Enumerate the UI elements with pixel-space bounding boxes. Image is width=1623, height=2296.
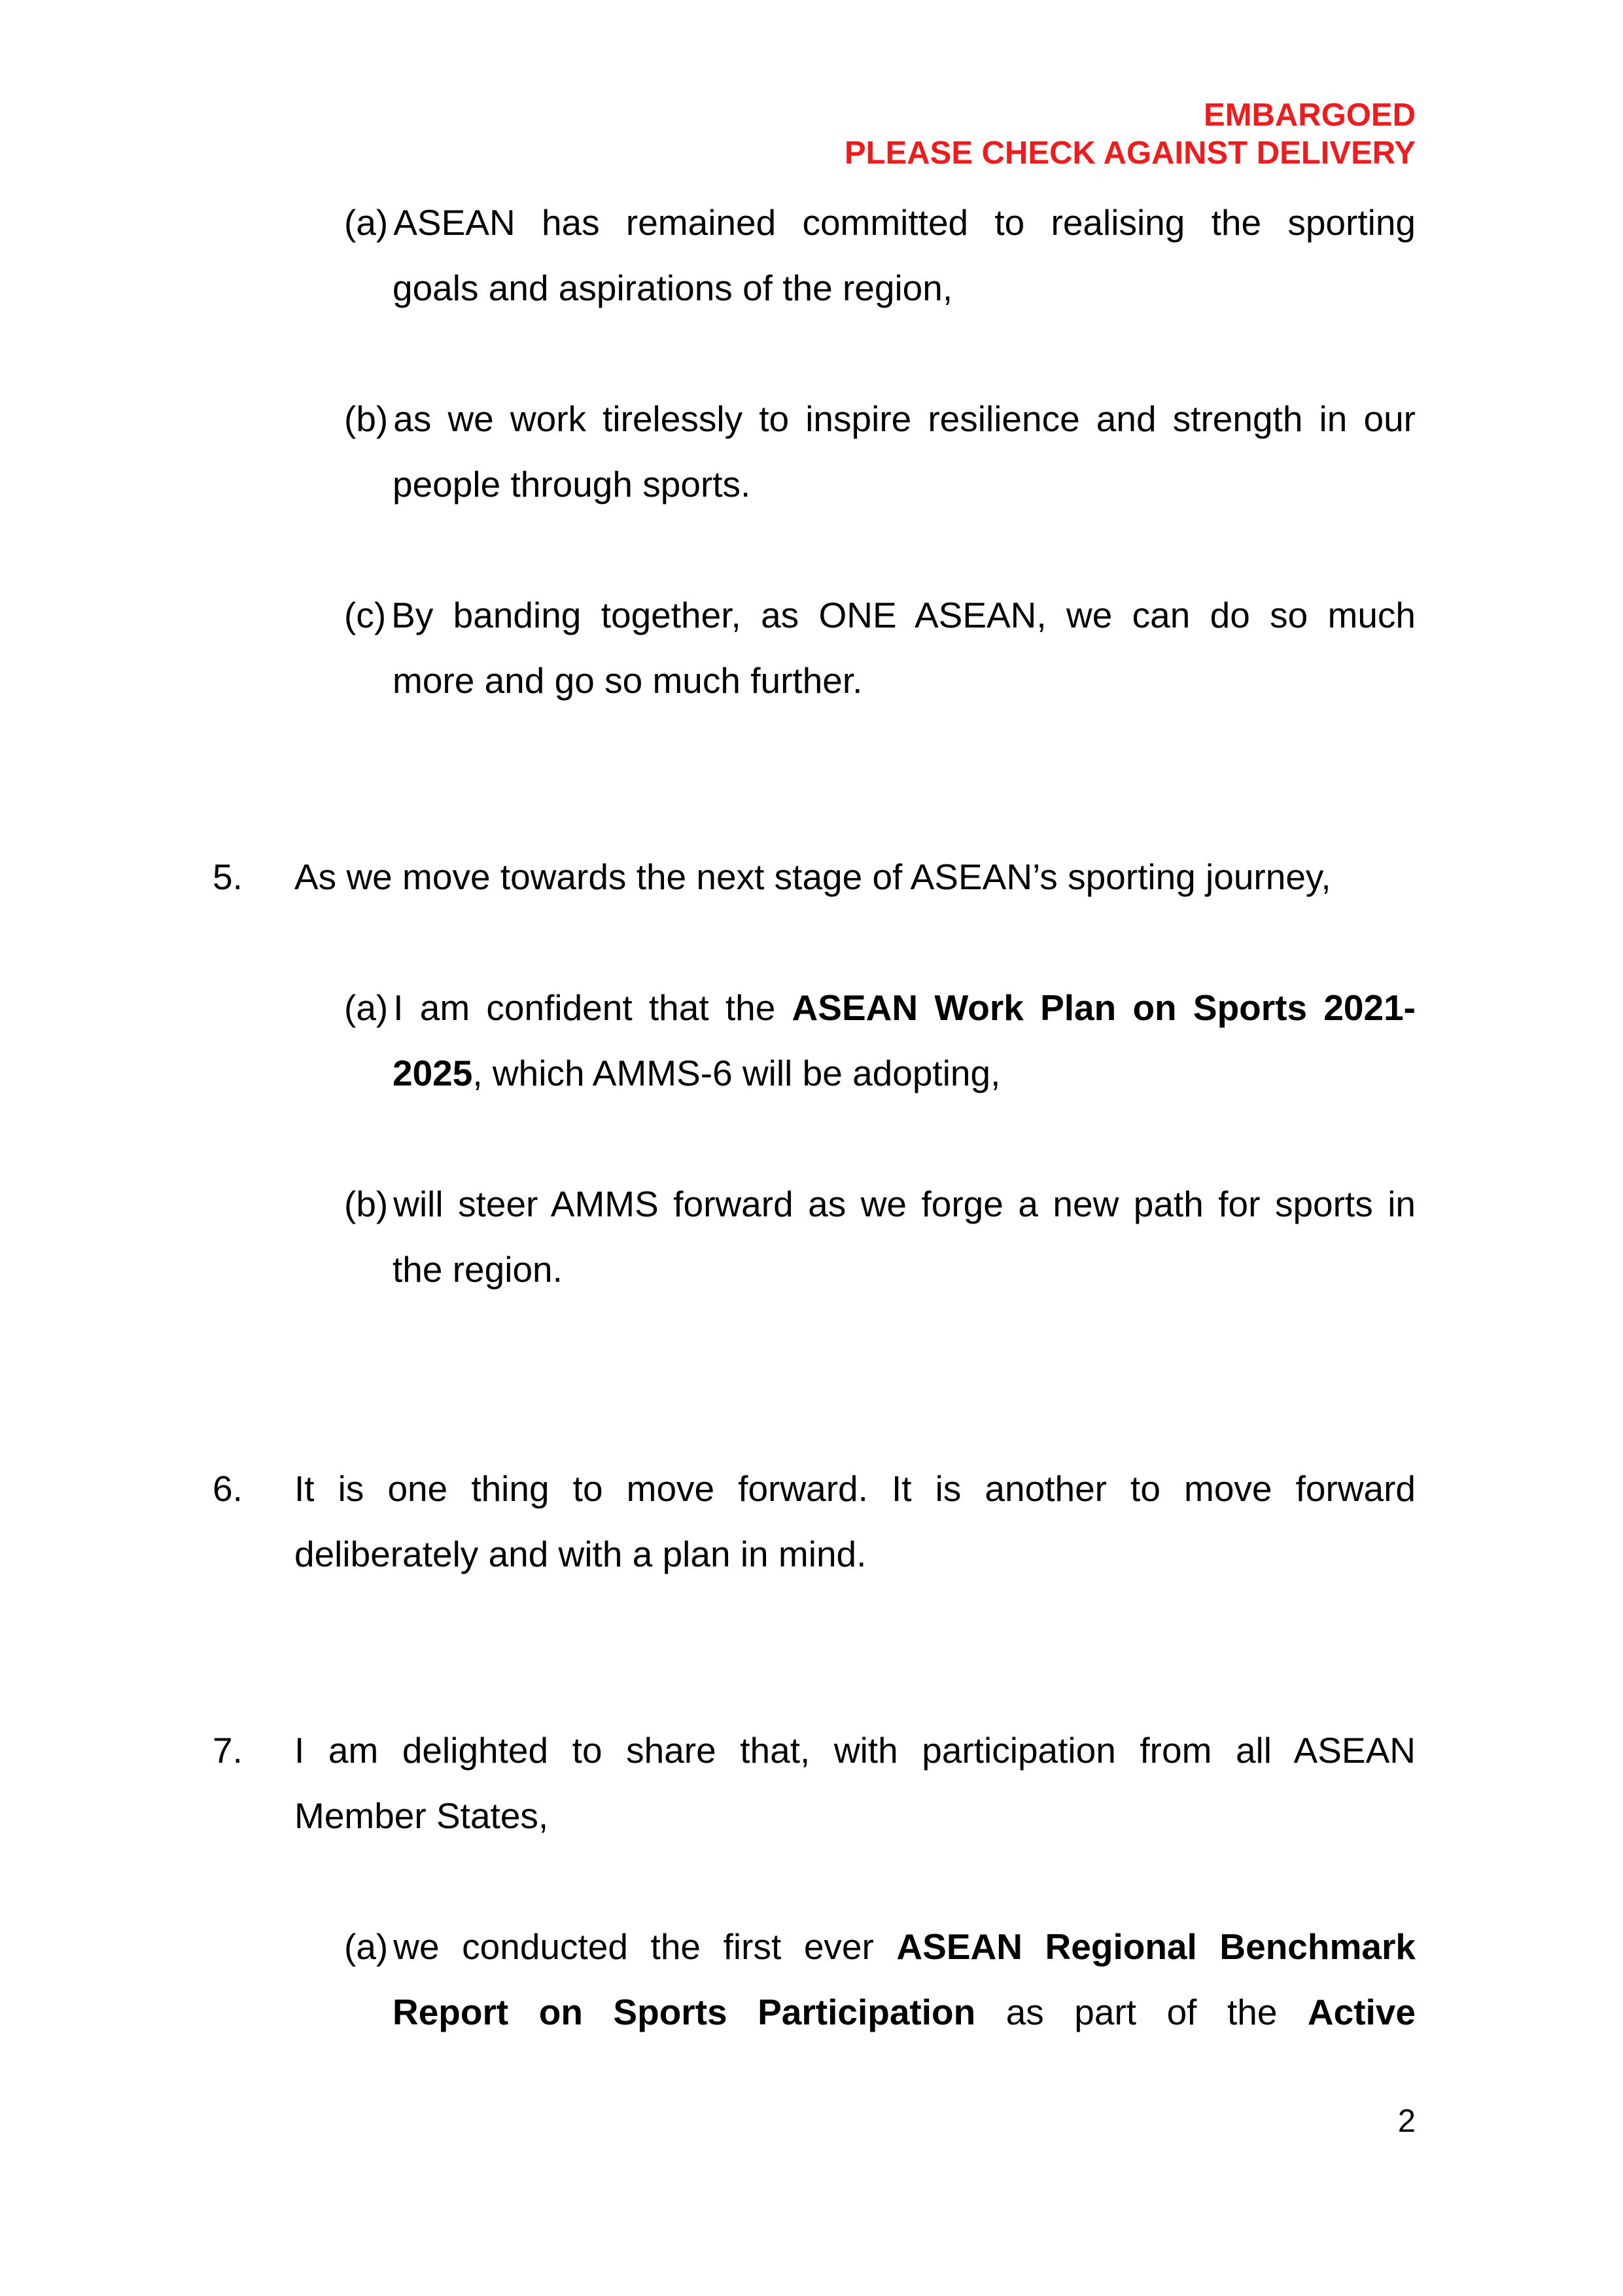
paragraph-number: 7. [213, 1730, 243, 1771]
page-number: 2 [1397, 2104, 1416, 2139]
delivery-check-label: PLEASE CHECK AGAINST DELIVERY [844, 135, 1416, 171]
list-marker: (b) [344, 398, 389, 439]
list-item [344, 190, 1416, 321]
list-item-line: (a) ASEAN has remained committed to realising the sporting [344, 202, 1416, 243]
report-title: Report on Sports Participation [393, 1992, 976, 2032]
list-marker: (c) [344, 595, 387, 635]
list-item-line: (a) I am confident that the ASEAN Work Plan on Sports 2021- [344, 987, 1416, 1028]
list-item-continuation: people through sports. [393, 464, 751, 504]
list-item-continuation: Report on Sports Participation as part of the Active [393, 1992, 1416, 2032]
benchmark-title: ASEAN Regional Benchmark [896, 1926, 1416, 1967]
paragraph-number: 6. [213, 1468, 243, 1509]
active-title: Active [1307, 1992, 1416, 2032]
list-item-continuation: more and go so much further. [393, 660, 863, 701]
list-marker: (a) [344, 987, 389, 1028]
list-marker: (a) [344, 1926, 389, 1967]
list-item-line: (c) By banding together, as ONE ASEAN, we can do so much [344, 595, 1416, 635]
paragraph-text: I am delighted to share that, with participation from all ASEAN Member States, [294, 1730, 1416, 1836]
list-item-continuation: goals and aspirations of the region, [393, 268, 953, 308]
list-item [344, 582, 1416, 713]
list-item [344, 386, 1416, 517]
list-item-continuation: the region. [393, 1249, 563, 1290]
list-item-line: (b) will steer AMMS forward as we forge a new path for sports in [344, 1184, 1416, 1224]
embargo-label: EMBARGOED [1204, 97, 1416, 133]
embargo-notice [845, 96, 1416, 172]
list-item [344, 975, 1416, 1106]
paragraph-number: 5. [213, 857, 243, 897]
paragraph-text: It is one thing to move forward. It is another to move forward deliberately and with a plan in mind. [294, 1468, 1416, 1574]
list-item-line: (a) we conducted the first ever ASEAN Regional Benchmark [344, 1926, 1416, 1967]
list-item [344, 1914, 1416, 2045]
paragraph-text: As we move towards the next stage of ASEAN’s sporting journey, [294, 857, 1331, 897]
work-plan-title: ASEAN Work Plan on Sports 2021- [792, 987, 1416, 1028]
list-item-line: (b) as we work tirelessly to inspire resilience and strength in our [344, 398, 1416, 439]
list-item-continuation: 2025, which AMMS-6 will be adopting, [393, 1053, 1001, 1093]
list-marker: (b) [344, 1184, 389, 1224]
list-marker: (a) [344, 202, 389, 243]
list-item [344, 1171, 1416, 1302]
